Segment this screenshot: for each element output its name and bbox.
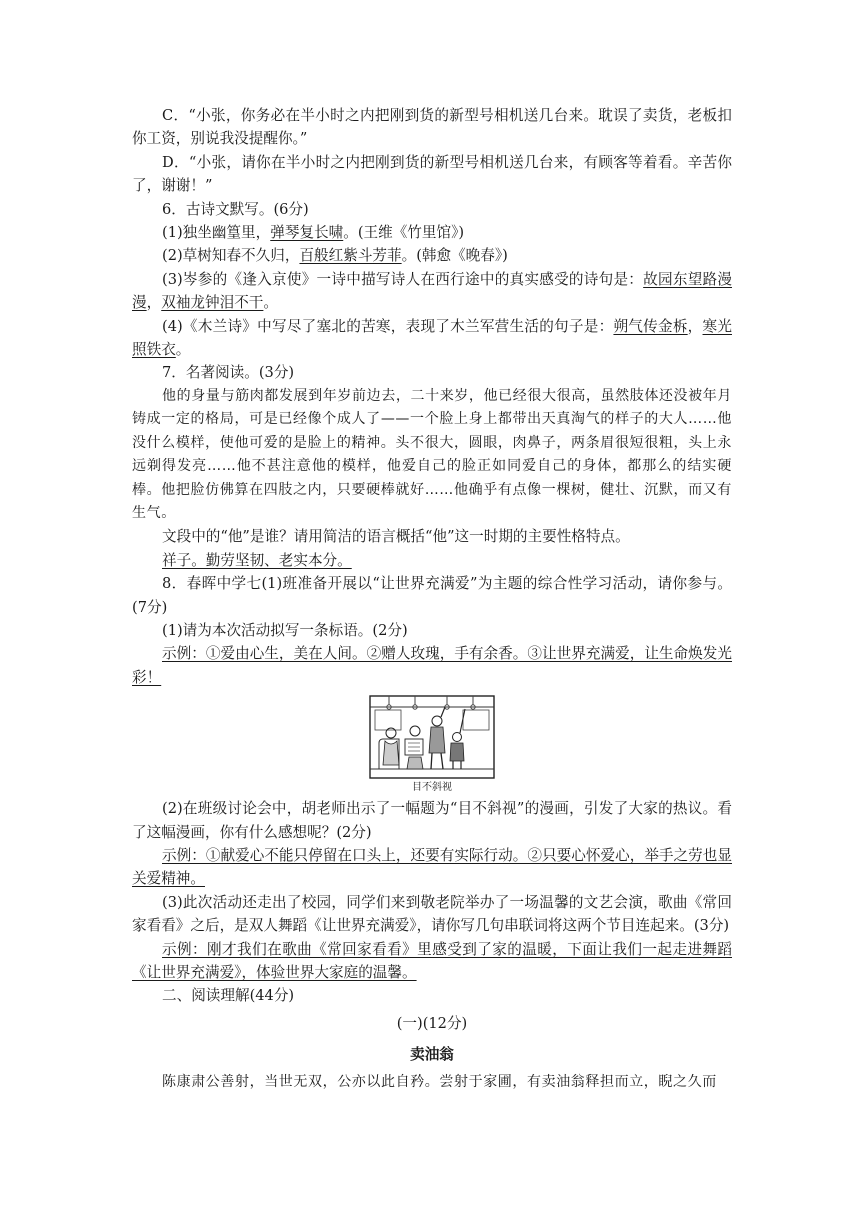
q6-answer-1: 弹琴复长啸: [270, 224, 344, 242]
q6-item-2: (2)草树知春不久归，百般红紫斗芳菲。(韩愈《晚春》): [162, 247, 508, 265]
option-c: C．“小张，你务必在半小时之内把刚到货的新型号相机送几台来。耽误了卖货，老板扣你工资，别说我没提醒你。”: [132, 107, 732, 148]
q7-title: 7．名著阅读。(3分): [162, 364, 295, 382]
section-2-heading: 二、阅读理解(44分): [162, 987, 295, 1005]
option-d: D．“小张，请你在半小时之内把刚到货的新型号相机送几台来，有顾客等着看。辛苦你了，谢谢！”: [132, 153, 732, 195]
q6-item-3: (3)岑参的《逢入京使》一诗中描写诗人在西行途中的真实感受的诗句是：故园东望路漫漫，双袖龙钟泪不干。: [132, 270, 732, 312]
q6-title: 6．古诗文默写。(6分): [162, 200, 309, 218]
part-1-heading: (一)(12分): [396, 1014, 468, 1032]
q8-sub-3: (3)此次活动还走出了校园，同学们来到敬老院举办了一场温馨的文艺会演，歌曲《常回家看看》之后，是双人舞蹈《让世界充满爱》，请你写几句串联词将这两个节目连起来。(3分): [132, 893, 732, 935]
q7-question: 文段中的“他”是谁？请用简洁的语言概括“他”这一时期的主要性格特点。: [162, 528, 630, 546]
q7-passage: 他的身量与筋肉都发展到年岁前边去，二十来岁，他已经很大很高，虽然肢体还没被年月铸成一定的格局，可是已经像个成人了——一个脸上身上都带出天真淘气的样子的大人……他没什么模样，使他可爱的是脸上的精神。头不很大，圆眼，肉鼻子，两条眉很短很粗，头上永远剃得发亮……他不甚注意他的模样，他爱自己的脸正如同爱自己的身体，都那么的结实硬棒。他把脸仿佛算在四肢之内，只要硬棒就好……他确乎有点像一棵树，健壮、沉默，而又有生气。: [132, 387, 732, 521]
article-text: 陈康肃公善射，当世无双，公亦以此自矜。尝射于家圃，有卖油翁释担而立，睨之久而: [162, 1073, 717, 1090]
q6-answer-4b: 寒光照铁衣: [132, 317, 732, 359]
q7-answer: 祥子。勤劳坚韧、老实本分。: [162, 551, 352, 569]
q6-answer-3b: 双袖龙钟泪不干: [161, 294, 264, 312]
worksheet-page: [132, 104, 732, 1094]
q6-item-1: (1)独坐幽篁里，弹琴复长啸。(王维《竹里馆》): [162, 224, 465, 242]
cartoon-figure: [369, 695, 495, 795]
q6-item-4: (4)《木兰诗》中写尽了塞北的苦寒，表现了木兰军营生活的句子是：朔气传金柝，寒光照铁衣。: [132, 317, 732, 359]
article-title: 卖油翁: [410, 1046, 454, 1064]
q6-answer-2: 百般红紫斗芳菲: [299, 247, 402, 265]
q6-answer-4a: 朔气传金柝: [613, 317, 688, 335]
q8-answer-1: 示例：①爱由心生，美在人间。②赠人玫瑰，手有余香。③让世界充满爱，让生命焕发光彩！: [132, 645, 732, 686]
cartoon-image: [369, 695, 495, 779]
q8-sub-2: (2)在班级讨论会中，胡老师出示了一幅题为“目不斜视”的漫画，引发了大家的热议。看了这幅漫画，你有什么感想呢？(2分): [132, 800, 732, 841]
q8-title: 8．春晖中学七(1)班准备开展以“让世界充满爱”为主题的综合性学习活动，请你参与。(7分): [132, 575, 732, 616]
cartoon-caption: 目不斜视: [412, 782, 452, 794]
q8-answer-2: 示例：①献爱心不能只停留在口头上，还要有实际行动。②只要心怀爱心，举手之劳也显关爱精神。: [132, 846, 732, 888]
q8-answer-3: 示例：刚才我们在歌曲《常回家看看》里感受到了家的温暖，下面让我们一起走进舞蹈《让世界充满爱》，体验世界大家庭的温馨。: [132, 940, 732, 981]
q8-sub-1: (1)请为本次活动拟写一条标语。(2分): [162, 621, 408, 639]
q6-answer-3a: 故园东望路漫漫: [132, 270, 732, 312]
